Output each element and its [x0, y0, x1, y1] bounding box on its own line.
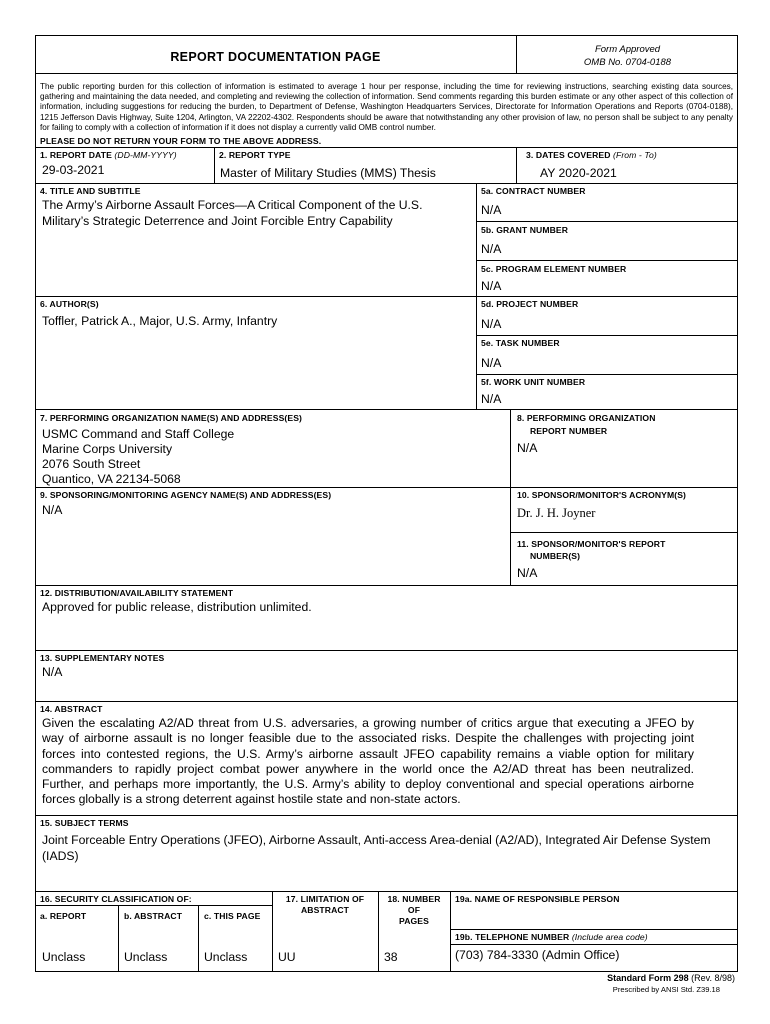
- divider: [35, 183, 738, 184]
- performing-report-label: 8. PERFORMING ORGANIZATION: [517, 413, 656, 423]
- divider: [198, 905, 199, 972]
- divider: [118, 905, 119, 972]
- do-not-return-notice: PLEASE DO NOT RETURN YOUR FORM TO THE ABOVE ADDRESS.: [40, 136, 322, 146]
- telephone-field[interactable]: (703) 784-3330 (Admin Office): [455, 948, 620, 962]
- divider: [35, 905, 272, 906]
- author-label: 6. AUTHOR(S): [40, 299, 99, 309]
- standard-form-footer: Standard Form 298 (Rev. 8/98): [607, 973, 735, 983]
- grant-number-field[interactable]: N/A: [481, 242, 502, 256]
- abstract-field[interactable]: Given the escalating A2/AD threat from U.S. adversaries, a growing number of critics argue that executing a JFEO by way of airborne assault is no longer feasible due to the associated risks. Despite the challenges with projecting joint forces into contested regions, the U.S. Army’s airborne assault JFEO capability remains a viable option for military commanders to rapidly project combat power anywhere in the world once the A2/AD threat has been neutralized. Further, and perhaps more importantly, the U.S. Army’s ability to deploy conventional and special operations airborne forces globally is a strong deterrent against hostile state and non-state actors.: [42, 716, 694, 807]
- performing-org-label: 7. PERFORMING ORGANIZATION NAME(S) AND ADDRESS(ES): [40, 413, 303, 423]
- acronym-label: 10. SPONSOR/MONITOR'S ACRONYM(S): [517, 490, 687, 500]
- limitation-label: ABSTRACT: [300, 905, 350, 915]
- divider: [35, 701, 738, 702]
- pages-label: OF: [407, 905, 421, 915]
- divider: [510, 409, 511, 585]
- dates-covered-field[interactable]: AY 2020-2021: [540, 166, 617, 180]
- divider: [35, 409, 738, 410]
- page-class-field[interactable]: Unclass: [204, 950, 248, 964]
- pages-label: 18. NUMBER: [387, 894, 441, 904]
- divider: [510, 532, 738, 533]
- page-class-label: c. THIS PAGE: [204, 911, 261, 921]
- supplementary-label: 13. SUPPLEMENTARY NOTES: [40, 653, 165, 663]
- report-class-label: a. REPORT: [40, 911, 87, 921]
- subject-terms-field[interactable]: Joint Forceable Entry Operations (JFEO), Airborne Assault, Anti-access Area-denial (A2/AD), Integrated Air Defense System (IADS): [42, 833, 711, 863]
- responsible-person-label: 19a. NAME OF RESPONSIBLE PERSON: [455, 894, 620, 904]
- burden-notice: The public reporting burden for this collection of information is estimated to average 1 hour per response, including the time for reviewing instructions, searching existing data sources, gathering and maintaining the data needed, and completing and reviewing the collection of information. Send comments regarding this burden estimate or any other aspect of this collection of information, including suggestions for reducing the burden, to Department of Defense, Washington Headquarters Services, Directorate for Information Operations and Reports (0704-0188), 1215 Jefferson Davis Highway, Suite 1204, Arlington, VA 22202-4302. Respondents should be aware that notwithstanding any other provision of law, no person shall be subject to any penalty for failing to comply with a collection of information if it does not display a currently valid OMB control number.: [40, 82, 733, 132]
- subject-terms-label: 15. SUBJECT TERMS: [40, 818, 129, 828]
- divider: [450, 891, 451, 972]
- abstract-class-label: b. ABSTRACT: [124, 911, 183, 921]
- form-approved-label: Form Approved: [594, 44, 661, 55]
- divider: [35, 296, 738, 297]
- sponsor-report-field[interactable]: N/A: [517, 566, 538, 580]
- performing-org-line[interactable]: 2076 South Street: [42, 457, 141, 471]
- prescribed-footer: Prescribed by ANSI Std. Z39.18: [612, 985, 720, 994]
- report-class-field[interactable]: Unclass: [42, 950, 86, 964]
- omb-number: OMB No. 0704-0188: [583, 57, 672, 68]
- form-title: REPORT DOCUMENTATION PAGE: [170, 50, 381, 64]
- pages-field[interactable]: 38: [384, 950, 398, 964]
- divider: [476, 260, 738, 261]
- performing-org-line[interactable]: Quantico, VA 22134-5068: [42, 472, 181, 486]
- performing-org-line[interactable]: USMC Command and Staff College: [42, 427, 235, 441]
- security-class-label: 16. SECURITY CLASSIFICATION OF:: [40, 894, 192, 904]
- project-number-label: 5d. PROJECT NUMBER: [481, 299, 579, 309]
- divider: [35, 73, 738, 74]
- program-element-field[interactable]: N/A: [481, 279, 502, 293]
- report-type-label: 2. REPORT TYPE: [219, 150, 291, 160]
- sponsor-report-label: NUMBER(S): [530, 551, 581, 561]
- title-label: 4. TITLE AND SUBTITLE: [40, 186, 141, 196]
- contract-number-field[interactable]: N/A: [481, 203, 502, 217]
- program-element-label: 5c. PROGRAM ELEMENT NUMBER: [481, 264, 627, 274]
- task-number-field[interactable]: N/A: [481, 356, 502, 370]
- task-number-label: 5e. TASK NUMBER: [481, 338, 560, 348]
- divider: [35, 815, 738, 816]
- work-unit-label: 5f. WORK UNIT NUMBER: [481, 377, 586, 387]
- title-field[interactable]: The Army’s Airborne Assault Forces—A Critical Component of the U.S. Military’s Strategic Deterrence and Joint Forcible Entry Capability: [42, 198, 423, 228]
- limitation-label: 17. LIMITATION OF: [285, 894, 365, 904]
- divider: [516, 147, 517, 183]
- report-date-label: 1. REPORT DATE (DD-MM-YYYY): [40, 150, 177, 160]
- divider: [35, 891, 738, 892]
- performing-org-line[interactable]: Marine Corps University: [42, 442, 173, 456]
- distribution-field[interactable]: Approved for public release, distribution unlimited.: [42, 600, 312, 614]
- performing-report-label: REPORT NUMBER: [530, 426, 608, 436]
- project-number-field[interactable]: N/A: [481, 317, 502, 331]
- divider: [450, 944, 738, 945]
- divider: [214, 147, 215, 183]
- divider: [35, 585, 738, 586]
- pages-label: PAGES: [399, 916, 429, 926]
- limitation-field[interactable]: UU: [278, 950, 296, 964]
- performing-report-field[interactable]: N/A: [517, 441, 538, 455]
- telephone-label: 19b. TELEPHONE NUMBER (Include area code): [455, 932, 648, 942]
- abstract-label: 14. ABSTRACT: [40, 704, 103, 714]
- sponsor-label: 9. SPONSORING/MONITORING AGENCY NAME(S) AND ADDRESS(ES): [40, 490, 332, 500]
- report-type-field[interactable]: Master of Military Studies (MMS) Thesis: [220, 166, 436, 180]
- divider: [35, 650, 738, 651]
- distribution-label: 12. DISTRIBUTION/AVAILABILITY STATEMENT: [40, 588, 234, 598]
- divider: [35, 147, 738, 148]
- divider: [476, 374, 738, 375]
- author-field[interactable]: Toffler, Patrick A., Major, U.S. Army, Infantry: [42, 314, 278, 328]
- divider: [476, 335, 738, 336]
- abstract-class-field[interactable]: Unclass: [124, 950, 168, 964]
- acronym-field[interactable]: Dr. J. H. Joyner: [517, 506, 596, 520]
- work-unit-field[interactable]: N/A: [481, 392, 502, 406]
- report-date-field[interactable]: 29-03-2021: [42, 163, 105, 177]
- sponsor-report-label: 11. SPONSOR/MONITOR'S REPORT: [517, 539, 666, 549]
- divider: [450, 929, 738, 930]
- sponsor-field[interactable]: N/A: [42, 503, 63, 517]
- grant-number-label: 5b. GRANT NUMBER: [481, 225, 569, 235]
- contract-number-label: 5a. CONTRACT NUMBER: [481, 186, 586, 196]
- dates-covered-label: 3. DATES COVERED (From - To): [526, 150, 657, 160]
- divider: [476, 221, 738, 222]
- divider: [35, 487, 738, 488]
- supplementary-field[interactable]: N/A: [42, 665, 63, 679]
